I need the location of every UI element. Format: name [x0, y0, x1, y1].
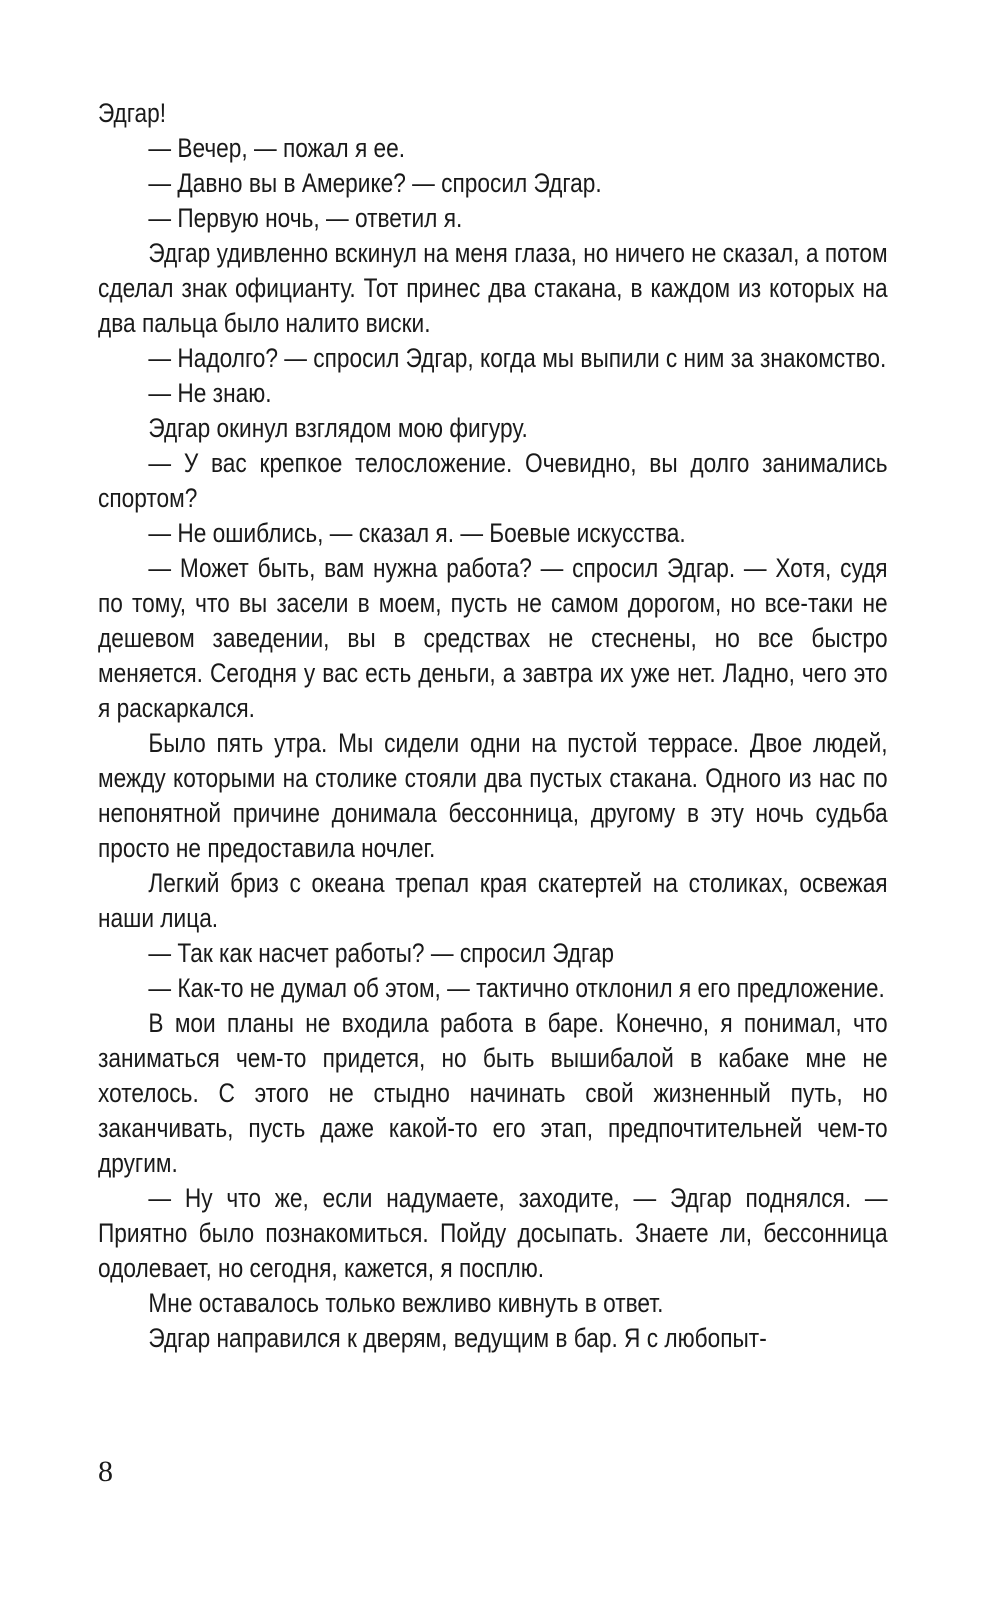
paragraph: Легкий бриз с океана трепал края скатертей на столиках, освежая наши лица. [98, 868, 888, 933]
body-text [98, 96, 888, 1356]
paragraph: В мои планы не входила работа в баре. Конечно, я понимал, что заниматься чем-то придется, но быть вышибалой в кабаке мне не хотелось. С этого не стыдно начинать свой жизненный путь, но заканчивать, пусть даже какой-то его этап, предпочтительней чем-то другим. [98, 1008, 888, 1178]
paragraph: Мне оставалось только вежливо кивнуть в ответ. [148, 1288, 664, 1318]
paragraph: — Давно вы в Америке? — спросил Эдгар. [148, 168, 602, 198]
paragraph: — Как-то не думал об этом, — тактично отклонил я его предложение. [148, 973, 885, 1003]
paragraph: Эдгар направился к дверям, ведущим в бар. Я с любопыт- [148, 1323, 767, 1353]
paragraph: — Не ошиблись, — сказал я. — Боевые искусства. [148, 518, 686, 548]
paragraph: Эдгар! [98, 98, 167, 128]
paragraph: Было пять утра. Мы сидели одни на пустой террасе. Двое людей, между которыми на столике стояли два пустых стакана. Одного из нас по непонятной причине донимала бессонница, другому в эту ночь судьба просто не предоставила ночлег. [98, 728, 888, 863]
paragraph: — Надолго? — спросил Эдгар, когда мы выпили с ним за знакомство. [148, 343, 887, 373]
paragraph: — Так как насчет работы? — спросил Эдгар [148, 938, 614, 968]
page-number: 8 [98, 1455, 113, 1488]
paragraph: — Первую ночь, — ответил я. [148, 203, 463, 233]
paragraph: — Ну что же, если надумаете, заходите, — Эдгар поднялся. — Приятно было познакомиться. Пойду досыпать. Знаете ли, бессонница одолевает, но сегодня, кажется, я посплю. [98, 1183, 888, 1283]
paragraph: — Может быть, вам нужна работа? — спросил Эдгар. — Хотя, судя по тому, что вы засели в моем, пусть не самом дорогом, но все-таки не дешевом заведении, вы в средствах не стеснены, но все быстро меняется. Сегодня у вас есть деньги, а завтра их уже нет. Ладно, чего это я раскаркался. [98, 553, 888, 723]
paragraph: — Не знаю. [148, 378, 272, 408]
paragraph-container [98, 96, 888, 1356]
paragraph: — У вас крепкое телосложение. Очевидно, вы долго занимались спортом? [98, 448, 888, 513]
paragraph: Эдгар удивленно вскинул на меня глаза, но ничего не сказал, а потом сделал знак официанту. Тот принес два стакана, в каждом из которых на два пальца было налито виски. [98, 238, 888, 338]
paragraph: Эдгар окинул взглядом мою фигуру. [148, 413, 528, 443]
paragraph: — Вечер, — пожал я ее. [148, 133, 406, 163]
